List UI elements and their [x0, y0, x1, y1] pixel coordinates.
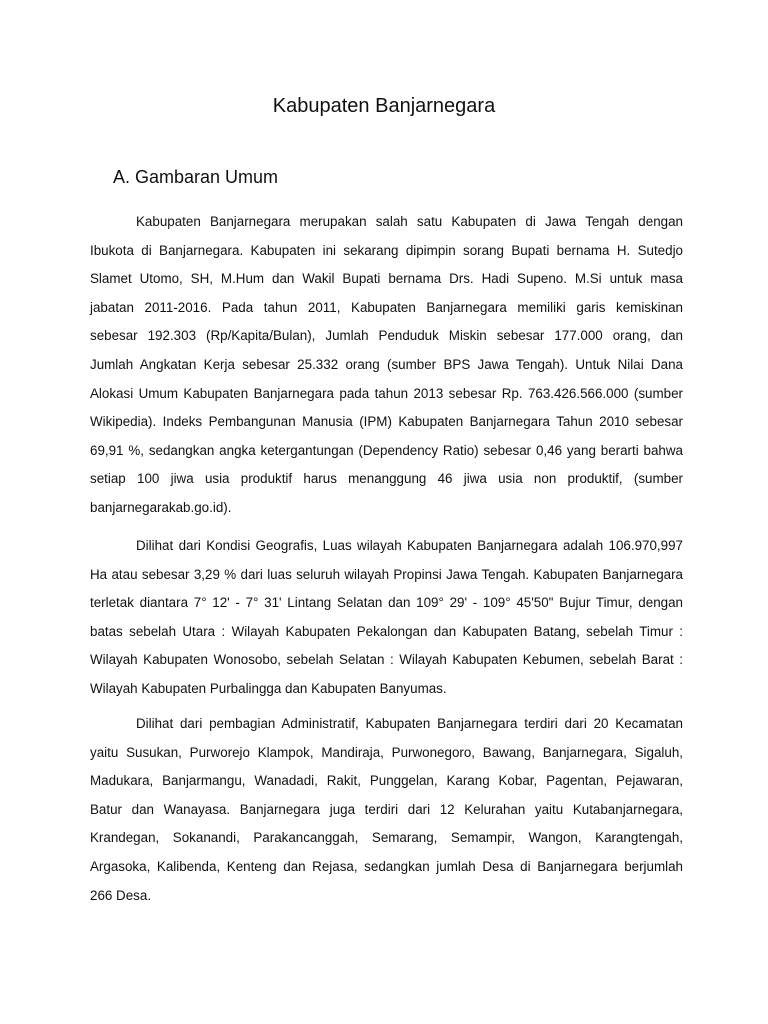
- text-line: batas sebelah Utara : Wilayah Kabupaten Pekalongan dan Kabupaten Batang, sebelah Timur :: [90, 623, 683, 639]
- text-line: Madukara, Banjarmangu, Wanadadi, Rakit, Punggelan, Karang Kobar, Pagentan, Pejawaran,: [90, 773, 683, 789]
- text-line: 266 Desa.: [90, 887, 152, 903]
- text-line: Jumlah Angkatan Kerja sebesar 25.332 orang (sumber BPS Jawa Tengah). Untuk Nilai Dana: [90, 356, 683, 372]
- paragraph-administration: [90, 710, 683, 910]
- text-line: Alokasi Umum Kabupaten Banjarnegara pada tahun 2013 sebesar Rp. 763.426.566.000 (sumber: [90, 385, 683, 401]
- text-line: Ibukota di Banjarnegara. Kabupaten ini sekarang dipimpin sorang Bupati bernama H. Sutedjo: [90, 242, 683, 258]
- text-line: setiap 100 jiwa usia produktif harus menanggung 46 jiwa usia non produktif, (sumber: [90, 471, 683, 487]
- document-title: Kabupaten Banjarnegara: [272, 95, 496, 117]
- text-line: sebesar 192.303 (Rp/Kapita/Bulan), Jumlah Penduduk Miskin sebesar 177.000 orang, dan: [90, 328, 683, 344]
- text-line: yaitu Susukan, Purworejo Klampok, Mandiraja, Purwonegoro, Bawang, Banjarnegara, Sigaluh,: [90, 744, 683, 760]
- text-line: 69,91 %, sedangkan angka ketergantungan (Dependency Ratio) sebesar 0,46 yang berarti bahwa: [90, 442, 683, 458]
- text-line: Slamet Utomo, SH, M.Hum dan Wakil Bupati bernama Drs. Hadi Supeno. M.Si untuk masa: [90, 271, 683, 287]
- text-line: Dilihat dari Kondisi Geografis, Luas wilayah Kabupaten Banjarnegara adalah 106.970,997: [136, 538, 683, 553]
- text-line: Batur dan Wanayasa. Banjarnegara juga terdiri dari 12 Kelurahan yaitu Kutabanjarnegara,: [90, 801, 683, 817]
- text-line: Wikipedia). Indeks Pembangunan Manusia (IPM) Kabupaten Banjarnegara Tahun 2010 sebesar: [90, 414, 683, 430]
- text-line: banjarnegarakab.go.id).: [90, 499, 232, 515]
- text-line: Krandegan, Sokanandi, Parakancanggah, Semarang, Semampir, Wangon, Karangtengah,: [90, 830, 683, 846]
- text-line: Ha atau sebesar 3,29 % dari luas seluruh wilayah Propinsi Jawa Tengah. Kabupaten Banjarnegara: [90, 566, 683, 582]
- paragraph-overview: [90, 208, 683, 523]
- text-line: jabatan 2011-2016. Pada tahun 2011, Kabupaten Banjarnegara memiliki garis kemiskinan: [90, 299, 683, 315]
- text-line: Argasoka, Kalibenda, Kenteng dan Rejasa, sedangkan jumlah Desa di Banjarnegara berjumlah: [90, 858, 683, 874]
- text-line: Kabupaten Banjarnegara merupakan salah satu Kabupaten di Jawa Tengah dengan: [136, 214, 683, 229]
- section-heading: A. Gambaran Umum: [113, 167, 279, 187]
- paragraph-geography: [90, 532, 683, 704]
- text-line: Wilayah Kabupaten Purbalingga dan Kabupaten Banyumas.: [90, 680, 447, 696]
- text-line: Dilihat dari pembagian Administratif, Kabupaten Banjarnegara terdiri dari 20 Kecamatan: [136, 716, 683, 731]
- text-line: Wilayah Kabupaten Wonosobo, sebelah Selatan : Wilayah Kabupaten Kebumen, sebelah Barat :: [90, 652, 683, 668]
- text-line: terletak diantara 7° 12' - 7° 31' Lintang Selatan dan 109° 29' - 109° 45'50" Bujur Timur, dengan: [90, 595, 683, 611]
